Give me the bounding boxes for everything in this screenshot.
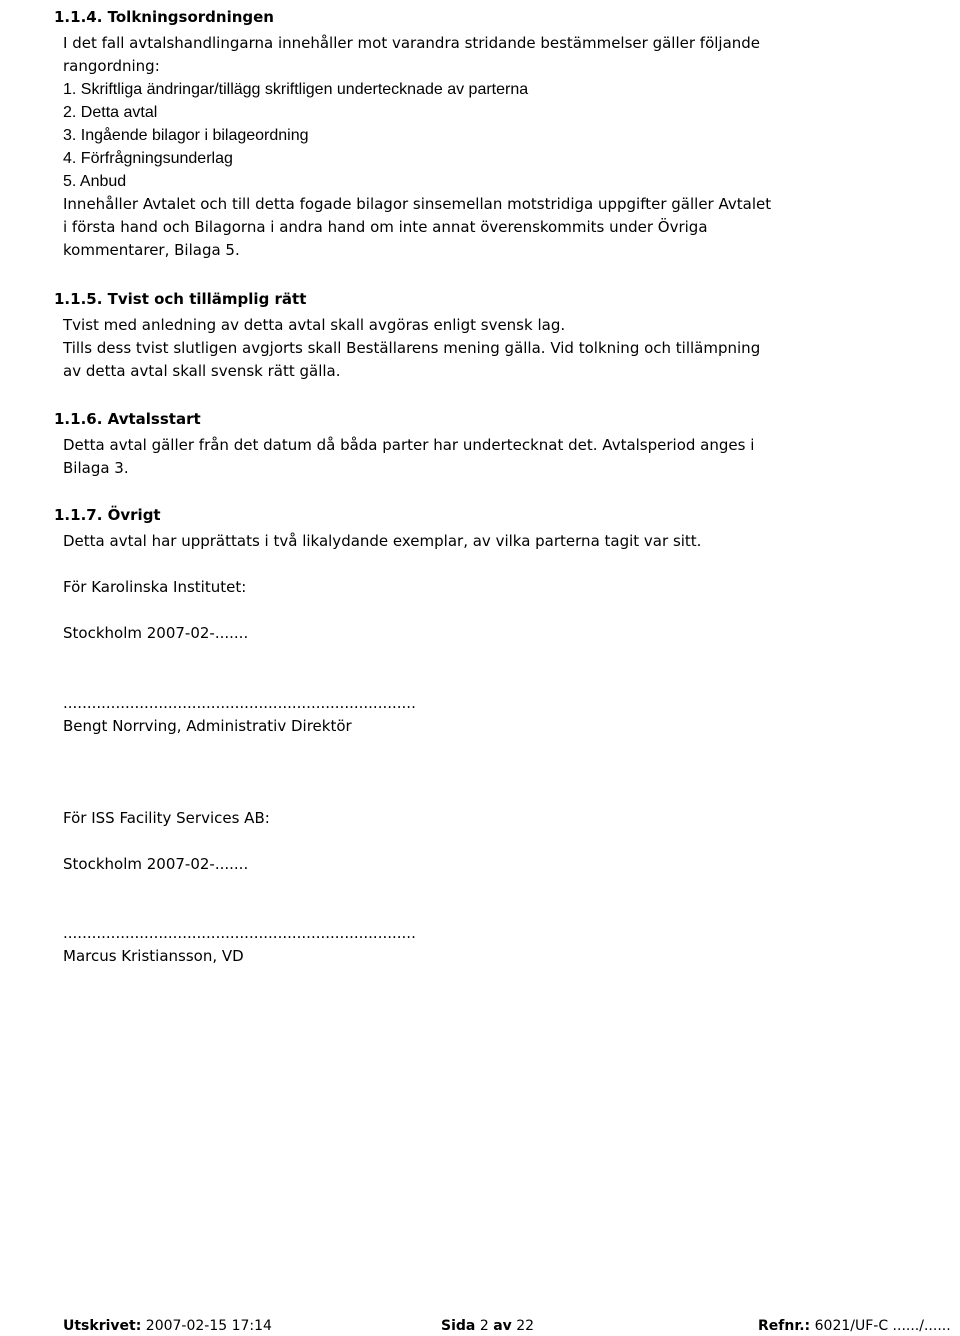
section-body-ovrigt bbox=[63, 530, 701, 553]
party2-signer-name: Marcus Kristiansson, VD bbox=[63, 947, 244, 965]
footer-ref-label: Refnr.: bbox=[758, 1318, 811, 1334]
party2-place-date: Stockholm 2007-02-....... bbox=[63, 855, 249, 873]
intro-line: rangordning: bbox=[63, 57, 160, 75]
footer-page-total: 22 bbox=[516, 1318, 535, 1334]
paragraph-line: Innehåller Avtalet och till detta fogade bilagor sinsemellan motstridiga uppgifter gäller Avtalet bbox=[63, 195, 772, 213]
list-item: 3. Ingående bilagor i bilageordning bbox=[63, 127, 309, 144]
paragraph-line: av detta avtal skall svensk rätt gälla. bbox=[63, 362, 341, 380]
party2-label: För ISS Facility Services AB: bbox=[63, 809, 270, 827]
section-body-tvist bbox=[63, 314, 760, 383]
paragraph-line: Tills dess tvist slutligen avgjorts skall Beställarens mening gälla. Vid tolkning och tillämpning bbox=[63, 339, 761, 357]
footer-divider bbox=[62, 1311, 950, 1312]
section-heading-tolkningsordningen: 1.1.4. Tolkningsordningen bbox=[54, 8, 274, 26]
paragraph-line: Detta avtal har upprättats i två likalydande exemplar, av vilka parterna tagit var sitt. bbox=[63, 532, 702, 550]
footer-page-of: av bbox=[493, 1318, 512, 1334]
party1-signature-line: .......................................................................... bbox=[63, 694, 416, 712]
paragraph-line: Bilaga 3. bbox=[63, 459, 129, 477]
footer-printed bbox=[63, 1316, 272, 1336]
footer-page-current: 2 bbox=[479, 1318, 489, 1334]
paragraph-line: Detta avtal gäller från det datum då båda parter har undertecknat det. Avtalsperiod anges i bbox=[63, 436, 755, 454]
section-heading-avtalsstart: 1.1.6. Avtalsstart bbox=[54, 410, 201, 428]
paragraph-line: Tvist med anledning av detta avtal skall avgöras enligt svensk lag. bbox=[63, 316, 566, 334]
section-body-avtalsstart bbox=[63, 434, 754, 480]
intro-line: I det fall avtalshandlingarna innehåller mot varandra stridande bestämmelser gäller följande bbox=[63, 34, 761, 52]
paragraph-line: kommentarer, Bilaga 5. bbox=[63, 241, 240, 259]
footer-reference bbox=[758, 1316, 951, 1336]
footer-page-label: Sida bbox=[441, 1318, 476, 1334]
footer-page-number bbox=[441, 1316, 534, 1336]
list-item: 1. Skriftliga ändringar/tillägg skriftligen undertecknade av parterna bbox=[63, 81, 529, 98]
footer-printed-label: Utskrivet: bbox=[63, 1318, 142, 1334]
list-item: 5. Anbud bbox=[63, 173, 127, 190]
section-body-tolkningsordningen bbox=[63, 32, 771, 262]
party1-signer-name: Bengt Norrving, Administrativ Direktör bbox=[63, 717, 352, 735]
footer-printed-value: 2007-02-15 17:14 bbox=[145, 1318, 272, 1334]
footer-ref-value: 6021/UF-C ....../...... bbox=[814, 1318, 951, 1334]
list-item: 2. Detta avtal bbox=[63, 104, 158, 121]
party1-place-date: Stockholm 2007-02-....... bbox=[63, 624, 249, 642]
list-item: 4. Förfrågningsunderlag bbox=[63, 150, 233, 167]
paragraph-line: i första hand och Bilagorna i andra hand om inte annat överenskommits under Övriga bbox=[63, 218, 708, 236]
section-heading-ovrigt: 1.1.7. Övrigt bbox=[54, 506, 161, 524]
section-heading-tvist: 1.1.5. Tvist och tillämplig rätt bbox=[54, 290, 307, 308]
party2-signature-line: .......................................................................... bbox=[63, 924, 416, 942]
party1-label: För Karolinska Institutet: bbox=[63, 578, 247, 596]
